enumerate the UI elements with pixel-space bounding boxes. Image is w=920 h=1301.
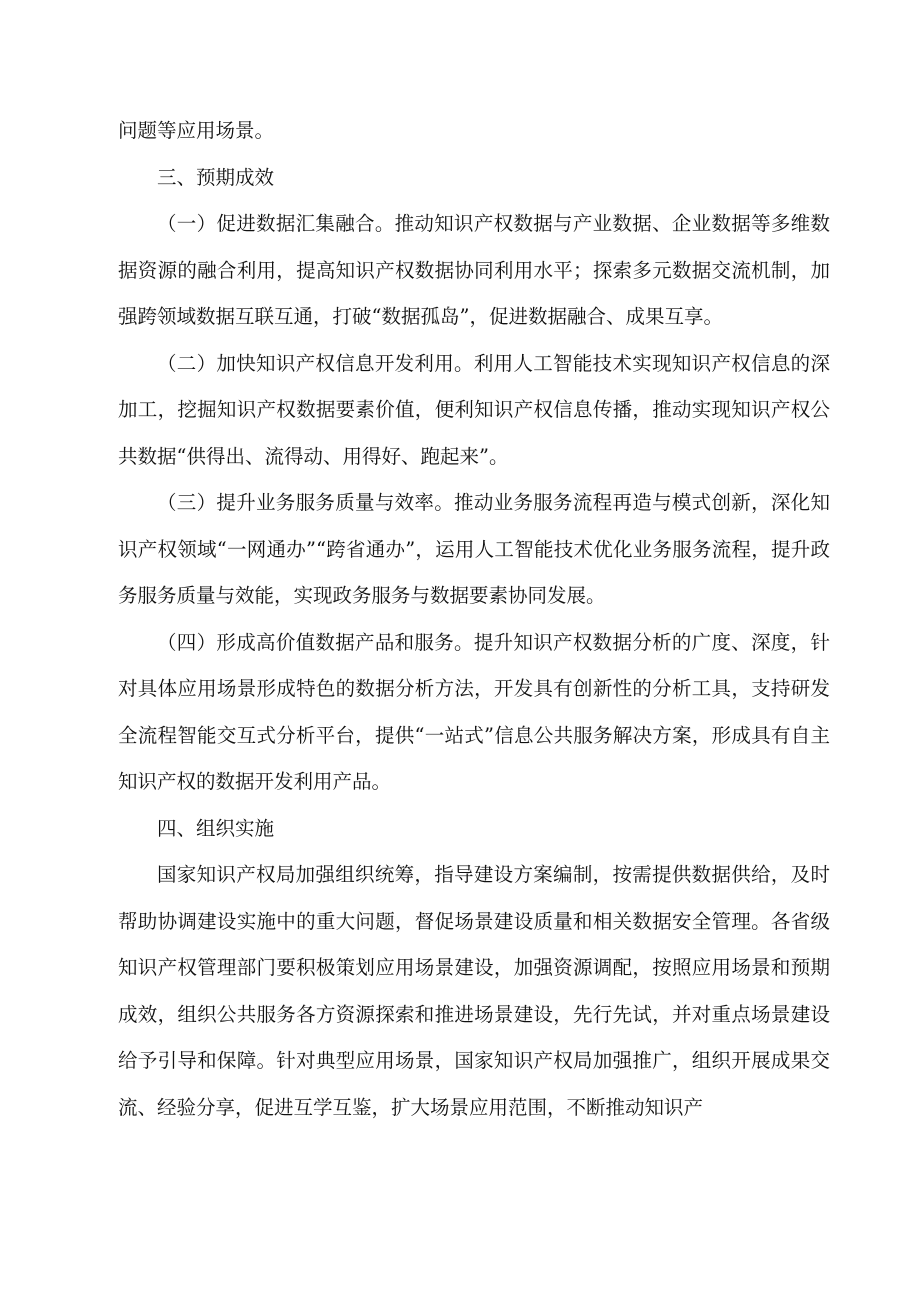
section-heading-expected-results: 三、预期成效 — [157, 165, 275, 189]
document-body — [118, 108, 830, 1131]
paragraph-continuation: 问题等应用场景。 — [118, 119, 275, 142]
paragraph-implementation: 国家知识产权局加强组织统筹，指导建设方案编制，按需提供数据供给，及时帮助协调建设实施中的重大问题，督促场景建设质量和相关数据安全管理。各省级知识产权管理部门要积极策划应用场景建设，加强资源调配，按照应用场景和预期成效，组织公共服务各方资源探索和推进场景建设，先行先试，并对重点场景建设给予引导和保障。针对典型应用场景，国家知识产权局加强推广，组织开展成果交流、经验分享，促进互学互鉴，扩大场景应用范围，不断推动知识产 — [118, 863, 830, 1119]
paragraph-info-development: （二）加快知识产权信息开发利用。利用人工智能技术实现知识产权信息的深加工，挖掘知识产权数据要素价值，便利知识产权信息传播，推动实现知识产权公共数据“供得出、流得动、用得好、跑起来”。 — [118, 351, 830, 468]
paragraph-data-products: （四）形成高价值数据产品和服务。提升知识产权数据分析的广度、深度，针对具体应用场景形成特色的数据分析方法，开发具有创新性的分析工具，支持研发全流程智能交互式分析平台，提供“一站式”信息公共服务解决方案，形成具有自主知识产权的数据开发利用产品。 — [118, 630, 830, 793]
paragraph-data-integration: （一）促进数据汇集融合。推动知识产权数据与产业数据、企业数据等多维数据资源的融合利用，提高知识产权数据协同利用水平；探索多元数据交流机制，加强跨领域数据互联互通，打破“数据孤岛”，促进数据融合、成果互享。 — [118, 212, 830, 328]
section-heading-implementation: 四、组织实施 — [157, 816, 275, 840]
paragraph-service-quality: （三）提升业务服务质量与效率。推动业务服务流程再造与模式创新，深化知识产权领域“一网通办”“跨省通办”，运用人工智能技术优化业务服务流程，提升政务服务质量与效能，实现政务服务与数据要素协同发展。 — [118, 491, 830, 607]
